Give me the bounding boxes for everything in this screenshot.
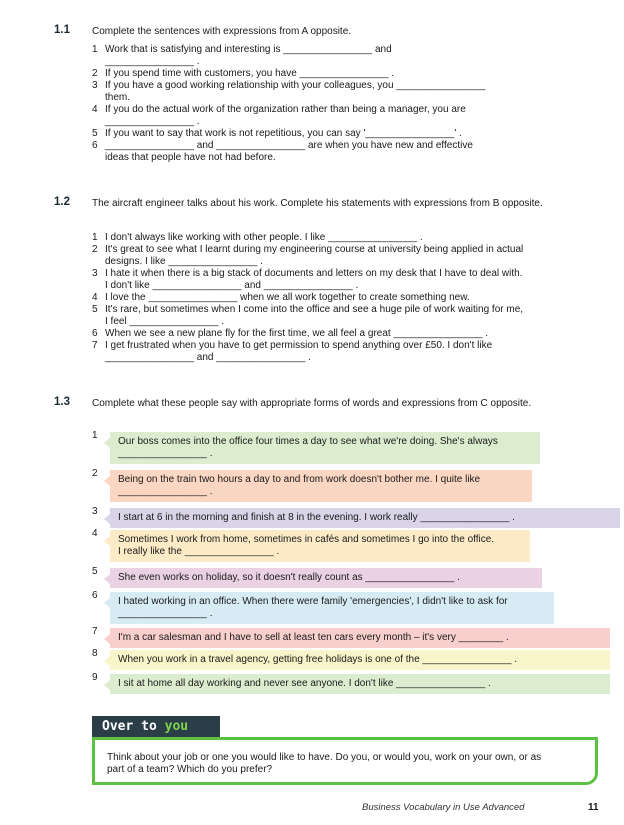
item-text xyxy=(105,80,582,104)
item-text xyxy=(105,244,582,268)
over-to-you-box xyxy=(92,737,598,785)
exercise-instruction: The aircraft engineer talks about his work. Complete his statements with expressions from B opposite. xyxy=(92,198,543,209)
item-line: I feel ________________ . xyxy=(105,316,224,327)
exercise-instruction: Complete the sentences with expressions from A opposite. xyxy=(92,26,352,37)
book-title: Business Vocabulary in Use Advanced xyxy=(362,802,525,813)
over-to-you-heading: Over to you xyxy=(92,716,220,738)
item-line: ________________ . xyxy=(105,116,200,127)
item-text xyxy=(105,128,582,140)
item-number: 2 xyxy=(92,468,98,479)
exercise-item xyxy=(92,44,582,68)
item-number: 8 xyxy=(92,648,98,659)
bubble-line: Sometimes I work from home, sometimes in cafés and sometimes I go into the office. xyxy=(118,534,495,545)
exercise-number: 1.2 xyxy=(54,196,70,208)
exercise-number: 1.1 xyxy=(54,24,70,36)
exercise-item xyxy=(92,232,582,244)
item-number: 6 xyxy=(92,140,98,151)
item-text xyxy=(105,292,582,304)
item-number: 3 xyxy=(92,506,98,517)
speech-bubble xyxy=(110,432,540,464)
speech-bubble xyxy=(110,592,554,624)
item-number: 7 xyxy=(92,340,98,351)
exercise-item xyxy=(92,80,582,104)
exercise-item xyxy=(92,128,582,140)
item-number: 1 xyxy=(92,232,98,243)
bubble-line: I hated working in an office. When there were family 'emergencies', I didn't like to ask for xyxy=(118,596,508,607)
item-number: 7 xyxy=(92,626,98,637)
item-line: If you spend time with customers, you have ________________ . xyxy=(105,68,395,79)
item-line: ________________ and ________________ are when you have new and effective xyxy=(105,140,473,151)
exercise-item xyxy=(92,104,582,128)
exercise-number: 1.3 xyxy=(54,396,70,408)
item-line: I hate it when there is a big stack of documents and letters on my desk that I have to deal with. xyxy=(105,268,523,279)
item-number: 6 xyxy=(92,328,98,339)
item-line: If you do the actual work of the organization rather than being a manager, you are xyxy=(105,104,466,115)
page-number: 11 xyxy=(588,802,599,813)
speech-bubble xyxy=(110,628,610,648)
item-number: 5 xyxy=(92,304,98,315)
speech-bubble xyxy=(110,470,532,502)
item-text xyxy=(105,104,582,128)
exercise-item xyxy=(92,304,582,328)
bubble-line: I'm a car salesman and I have to sell at least ten cars every month – it's very ________ . xyxy=(118,632,509,643)
item-line: I get frustrated when you have to get permission to spend anything over £50. I don't like xyxy=(105,340,493,351)
bubble-line: ________________ . xyxy=(118,608,213,619)
item-number: 9 xyxy=(92,672,98,683)
item-text xyxy=(105,304,582,328)
item-number: 4 xyxy=(92,528,98,539)
item-text xyxy=(105,44,582,68)
item-line: It's great to see what I learnt during my engineering course at university being applied in actual xyxy=(105,244,524,255)
item-text xyxy=(105,140,582,164)
exercise-item xyxy=(92,328,582,340)
item-number: 5 xyxy=(92,128,98,139)
item-text xyxy=(105,232,582,244)
item-line: them. xyxy=(105,92,131,103)
speech-bubble xyxy=(110,508,620,528)
item-number: 5 xyxy=(92,566,98,577)
item-line: Work that is satisfying and interesting is ________________ and xyxy=(105,44,392,55)
speech-bubble xyxy=(110,650,610,670)
speech-bubble xyxy=(110,674,610,694)
exercise-instruction: Complete what these people say with appropriate forms of words and expressions from C opposite. xyxy=(92,398,532,409)
over-to-you-text: part of a team? Which do you prefer? xyxy=(107,764,273,775)
item-line: designs. I like ________________ . xyxy=(105,256,263,267)
item-number: 1 xyxy=(92,44,98,55)
item-line: I don't always like working with other people. I like ________________ . xyxy=(105,232,423,243)
bubble-line: ________________ . xyxy=(118,448,213,459)
exercise-item xyxy=(92,68,582,80)
over-to-you-text: Think about your job or one you would like to have. Do you, or would you, work on your own, or as xyxy=(107,752,542,763)
item-number: 1 xyxy=(92,430,98,441)
item-line: ________________ . xyxy=(105,56,200,67)
speech-bubble xyxy=(110,568,542,588)
item-line: ideas that people have not had before. xyxy=(105,152,276,163)
item-number: 3 xyxy=(92,268,98,279)
bubble-line: Our boss comes into the office four times a day to see what we're doing. She's always xyxy=(118,436,498,447)
item-line: I love the ________________ when we all work together to create something new. xyxy=(105,292,470,303)
item-line: If you have a good working relationship with your colleagues, you ________________ xyxy=(105,80,486,91)
bubble-line: She even works on holiday, so it doesn't really count as ________________ . xyxy=(118,572,460,583)
item-line: If you want to say that work is not repetitious, you can say '________________' . xyxy=(105,128,462,139)
item-text xyxy=(105,68,582,80)
item-number: 4 xyxy=(92,292,98,303)
item-number: 2 xyxy=(92,244,98,255)
bubble-line: I start at 6 in the morning and finish at 8 in the evening. I work really ________________ . xyxy=(118,512,515,523)
item-text xyxy=(105,340,582,364)
exercise-items xyxy=(92,44,582,164)
item-line: I don't like ________________ and ________________ . xyxy=(105,280,359,291)
exercise-item xyxy=(92,292,582,304)
exercise-item xyxy=(92,340,582,364)
exercise-item xyxy=(92,140,582,164)
bubble-line: Being on the train two hours a day to and from work doesn't bother me. I quite like xyxy=(118,474,481,485)
item-line: ________________ and ________________ . xyxy=(105,352,311,363)
bubble-line: I really like the ________________ . xyxy=(118,546,280,557)
speech-bubble xyxy=(110,530,530,562)
item-text xyxy=(105,268,582,292)
item-line: It's rare, but sometimes when I come into the office and see a huge pile of work waiting for me, xyxy=(105,304,524,315)
item-line: When we see a new plane fly for the first time, we all feel a great ________________ . xyxy=(105,328,489,339)
bubble-line: ________________ . xyxy=(118,486,213,497)
exercise-items xyxy=(92,232,582,364)
item-number: 3 xyxy=(92,80,98,91)
item-number: 4 xyxy=(92,104,98,115)
item-number: 6 xyxy=(92,590,98,601)
exercise-item xyxy=(92,244,582,268)
bubble-line: When you work in a travel agency, getting free holidays is one of the ________________ . xyxy=(118,654,517,665)
bubble-line: I sit at home all day working and never see anyone. I don't like ________________ . xyxy=(118,678,491,689)
item-text xyxy=(105,328,582,340)
exercise-item xyxy=(92,268,582,292)
item-number: 2 xyxy=(92,68,98,79)
